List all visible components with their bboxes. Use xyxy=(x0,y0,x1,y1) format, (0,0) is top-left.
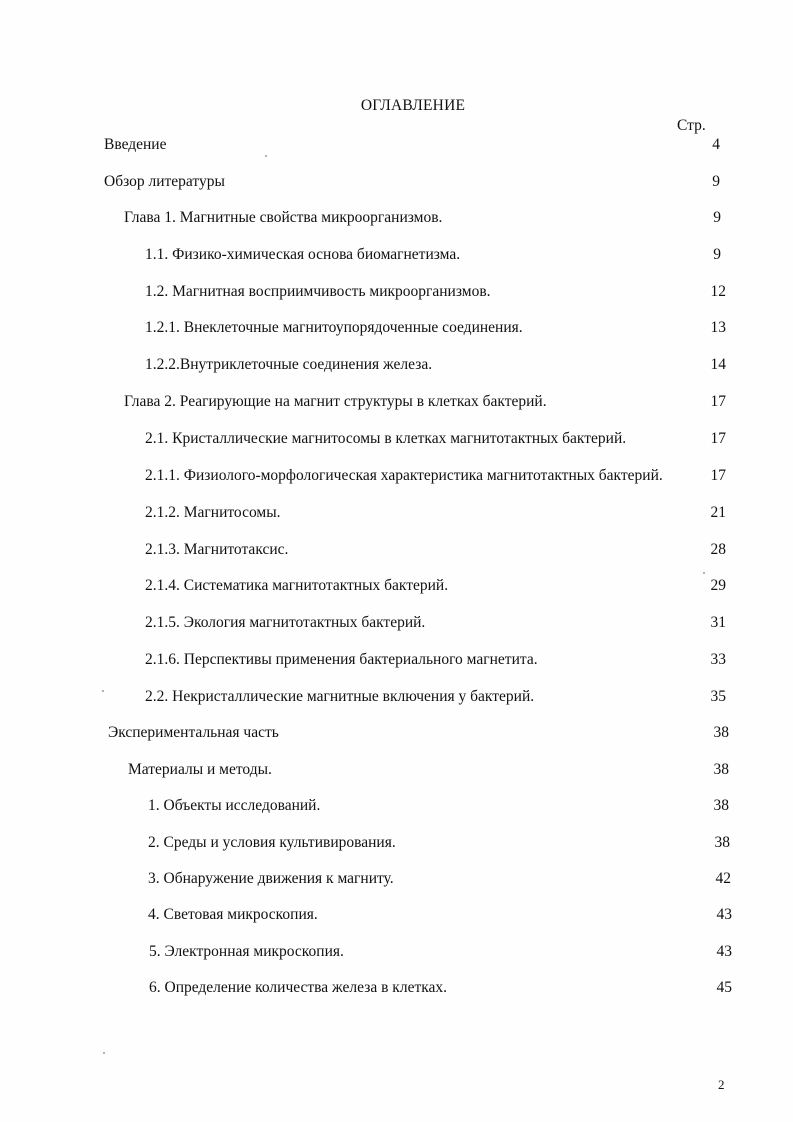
toc-page-number: 38 xyxy=(713,797,729,814)
page-title: ОГЛАВЛЕНИЕ xyxy=(360,97,466,114)
toc-page-number: 28 xyxy=(710,541,726,558)
toc-page-number: 14 xyxy=(710,356,726,373)
toc-page-number: 45 xyxy=(716,979,732,996)
toc-entry: 3. Обнаружение движения к магниту. xyxy=(148,870,394,887)
page-number: 2 xyxy=(718,1077,725,1092)
toc-entry: 2.1.6. Перспективы применения бактериального магнетита. xyxy=(145,651,538,668)
toc-page-number: 31 xyxy=(710,614,726,631)
toc-page-number: 42 xyxy=(715,870,731,887)
toc-entry: 2.1.2. Магнитосомы. xyxy=(145,504,281,521)
toc-entry: 2.1.1. Физиолого-морфологическая характеристика магнитотактных бактерий. xyxy=(145,467,663,484)
toc-entry: 1.2. Магнитная восприимчивость микроорганизмов. xyxy=(145,283,491,300)
toc-entry: 6. Определение количества железа в клетках. xyxy=(149,979,448,996)
toc-page-number: 12 xyxy=(710,283,726,300)
toc-page-number: 29 xyxy=(710,577,726,594)
toc-page-number: 38 xyxy=(713,724,729,741)
toc-page-number: 17 xyxy=(710,393,726,410)
toc-page-number: 13 xyxy=(710,319,726,336)
scan-speck xyxy=(703,572,705,574)
page-column-label: Стр. xyxy=(677,117,706,134)
toc-entry: Обзор литературы xyxy=(104,173,225,190)
scan-speck xyxy=(103,1052,105,1054)
toc-page-number: 35 xyxy=(710,688,726,705)
toc-entry: 2.1.5. Экология магнитотактных бактерий. xyxy=(145,614,426,631)
toc-entry: 1. Объекты исследований. xyxy=(148,797,321,814)
toc-entry: 2.1.3. Магнитотаксис. xyxy=(145,541,289,558)
toc-entry: Глава 2. Реагирующие на магнит структуры в клетках бактерий. xyxy=(124,393,547,410)
toc-entry: 2.1. Кристаллические магнитосомы в клетках магнитотактных бактерий. xyxy=(145,430,627,447)
toc-entry: 4. Световая микроскопия. xyxy=(148,906,318,923)
toc-entry: Глава 1. Магнитные свойства микроорганизмов. xyxy=(124,209,443,226)
toc-page-number: 43 xyxy=(716,943,732,960)
toc-entry: 1.1. Физико-химическая основа биомагнетизма. xyxy=(145,246,461,263)
toc-entry: 2. Среды и условия культивирования. xyxy=(148,834,396,851)
toc-page-number: 9 xyxy=(713,246,721,263)
toc-entry: 2.1.4. Систематика магнитотактных бактерий. xyxy=(145,577,449,594)
toc-page-number: 9 xyxy=(712,173,720,190)
toc-page-number: 43 xyxy=(716,906,732,923)
toc-entry: Введение xyxy=(104,136,167,153)
toc-page-number: 17 xyxy=(710,430,726,447)
toc-page-number: 4 xyxy=(712,136,720,153)
toc-page-number: 33 xyxy=(710,651,726,668)
toc-page-number: 38 xyxy=(713,761,729,778)
toc-page-number: 38 xyxy=(714,834,730,851)
toc-page-number: 21 xyxy=(710,504,726,521)
toc-page-number: 17 xyxy=(710,467,726,484)
toc-entry: Материалы и методы. xyxy=(128,761,272,778)
toc-entry: 5. Электронная микроскопия. xyxy=(149,943,344,960)
toc-entry: 2.2. Некристаллические магнитные включения у бактерий. xyxy=(145,688,535,705)
toc-entry: 1.2.1. Внеклеточные магнитоупорядоченные соединения. xyxy=(145,319,523,336)
scan-speck xyxy=(265,155,267,157)
toc-page-number: 9 xyxy=(713,209,721,226)
toc-entry: Экспериментальная часть xyxy=(108,724,279,741)
toc-entry: 1.2.2.Внутриклеточные соединения железа. xyxy=(145,356,433,373)
scan-speck xyxy=(102,690,104,692)
